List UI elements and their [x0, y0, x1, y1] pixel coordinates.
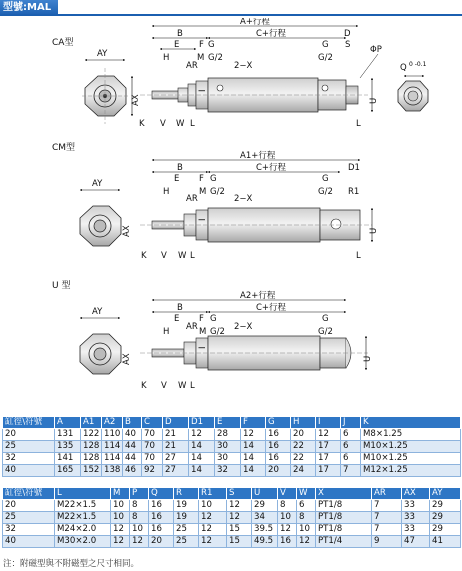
u-c-label: C+行程 [256, 303, 287, 313]
table-cell: 135 [55, 441, 81, 453]
table-header-cell: U [252, 488, 278, 500]
cm-c-label: C+行程 [256, 163, 287, 173]
table-cell: 141 [55, 453, 81, 465]
table-cell: 7 [372, 524, 402, 536]
table-header-cell: AR [372, 488, 402, 500]
u-ax-label: AX [122, 353, 132, 365]
table-cell: 10 [297, 524, 316, 536]
table-cell: 8 [130, 512, 149, 524]
ca-p-label: ΦP [370, 45, 382, 55]
cm-w-label: W [178, 251, 187, 261]
table-cell: 20 [3, 429, 55, 441]
table-cell: 7 [341, 465, 361, 477]
cm-k-label: K [141, 251, 147, 261]
u-m-label: M [199, 327, 207, 337]
table-cell: 25 [3, 512, 55, 524]
table-cell: 14 [189, 465, 215, 477]
table-header-cell: 缸徑\符號 [3, 417, 55, 429]
table-row [3, 441, 461, 453]
table-cell: 25 [174, 536, 199, 548]
ca-g-label-right: G [322, 40, 329, 50]
table-cell: 46 [123, 465, 142, 477]
cm-ay-label: AY [92, 179, 103, 189]
table-cell: PT1/8 [316, 524, 372, 536]
table-cell: 10 [111, 512, 130, 524]
table-cell: 114 [102, 441, 123, 453]
u-ay-label: AY [92, 307, 103, 317]
table-row [3, 500, 461, 512]
ca-l-label-right: L [356, 119, 361, 129]
table-header-cell: R1 [199, 488, 227, 500]
ca-d-label: D [344, 29, 351, 39]
table-cell: 17 [316, 453, 341, 465]
ca-ay-label: AY [97, 49, 108, 59]
ca-i-label: I [198, 89, 208, 92]
table-cell: 41 [430, 536, 461, 548]
cm-ar-label: AR [186, 194, 198, 204]
u-a2-label: A2+行程 [240, 291, 276, 301]
table-cell: 6 [297, 500, 316, 512]
ca-2x-label: 2−X [234, 61, 253, 71]
table-cell: 12 [199, 524, 227, 536]
ca-k-label: K [139, 119, 145, 129]
table-header-cell: B [123, 417, 142, 429]
table-cell: 14 [189, 453, 215, 465]
table-header-cell: G [266, 417, 291, 429]
ca-g2-label-right: G/2 [318, 53, 333, 63]
table-cell: 131 [55, 429, 81, 441]
table-cell: 70 [142, 453, 163, 465]
table-cell: 14 [189, 441, 215, 453]
table-cell: 32 [3, 524, 55, 536]
table-cell: 25 [174, 524, 199, 536]
table-cell: 20 [3, 500, 55, 512]
drawing-ca [52, 18, 428, 129]
table-cell: 14 [241, 465, 266, 477]
drawing-cm [52, 141, 379, 261]
table-cell: 44 [123, 453, 142, 465]
u-l-label: L [190, 381, 195, 391]
ca-h-label: H [163, 53, 170, 63]
table-cell: 32 [3, 453, 55, 465]
ca-b-label: B [177, 29, 183, 39]
table-cell: 16 [149, 512, 174, 524]
u-b-label: B [177, 303, 183, 313]
drawing-u [52, 279, 373, 391]
table-header-cell: S [227, 488, 252, 500]
table-cell: 14 [241, 441, 266, 453]
ca-s-label: S [345, 40, 351, 50]
table-row [3, 429, 461, 441]
table-cell: 8 [130, 500, 149, 512]
ca-u-label: U [369, 97, 379, 104]
ca-ar-label: AR [186, 61, 198, 71]
table-header-cell: D [163, 417, 189, 429]
table-cell: 12 [189, 429, 215, 441]
table-cell: 15 [227, 536, 252, 548]
footnote: 注：附磁型與不附磁型之尺寸相同。 [3, 559, 140, 569]
table-header-cell: Q [149, 488, 174, 500]
u-k-label: K [141, 381, 147, 391]
table-cell: 21 [163, 441, 189, 453]
cm-u-label: U [369, 227, 379, 234]
section-label-u: U 型 [52, 281, 71, 291]
u-f-label: F [199, 314, 204, 324]
u-ar-label: AR [186, 322, 198, 332]
u-w-label: W [178, 381, 187, 391]
table-header-cell: 缸徑\符號 [3, 488, 55, 500]
table-header-cell: AX [402, 488, 430, 500]
table-cell: 33 [402, 524, 430, 536]
table2-header-row [3, 488, 461, 500]
section-label-cm: CM型 [52, 143, 76, 153]
ca-g-label: G [208, 40, 215, 50]
ca-q-label: Q [400, 63, 407, 73]
cm-g-label-right: G [322, 174, 329, 184]
table-cell: 12 [227, 500, 252, 512]
table-cell: 10 [278, 512, 297, 524]
table-cell: 110 [102, 429, 123, 441]
table-cell: M24×2.0 [55, 524, 111, 536]
table-cell: M30×2.0 [55, 536, 111, 548]
table-cell: 40 [3, 465, 55, 477]
table-cell: 29 [430, 512, 461, 524]
table-cell: 8 [297, 512, 316, 524]
cm-h-label: H [163, 187, 170, 197]
section-label-ca: CA型 [52, 38, 74, 48]
cm-end-view [80, 179, 132, 246]
table-cell: 128 [81, 441, 102, 453]
u-e-label: E [174, 314, 180, 324]
ca-e-label: E [174, 40, 180, 50]
cm-a1-label: A1+行程 [240, 151, 276, 161]
table-cell: 128 [81, 453, 102, 465]
table-cell: 12 [199, 512, 227, 524]
table-row [3, 524, 461, 536]
table1-header-row [3, 417, 461, 429]
table1-body [3, 429, 461, 477]
table-header-cell: I [316, 417, 341, 429]
table-cell: 30 [215, 441, 241, 453]
cm-g2-label: G/2 [210, 187, 225, 197]
table-cell: 12 [241, 429, 266, 441]
table-cell: 20 [266, 465, 291, 477]
ca-a-label: A+行程 [240, 18, 270, 27]
table-cell: PT1/8 [316, 500, 372, 512]
table-cell: 17 [316, 441, 341, 453]
table-cell: 92 [142, 465, 163, 477]
cm-d1-label: D1 [348, 163, 360, 173]
u-2x-label: 2−X [234, 322, 253, 332]
table-cell: 70 [142, 429, 163, 441]
ca-ax-label: AX [131, 94, 141, 106]
cm-g-label: G [210, 174, 217, 184]
table-cell: 70 [142, 441, 163, 453]
ca-v-label: V [160, 119, 166, 129]
table-header-cell: E [215, 417, 241, 429]
table-header-cell: F [241, 417, 266, 429]
spec-table-2 [2, 487, 461, 548]
ca-g2-label: G/2 [208, 53, 223, 63]
table-header-cell: D1 [189, 417, 215, 429]
table-cell: 29 [430, 524, 461, 536]
table-cell: 32 [215, 465, 241, 477]
table-cell: 12 [199, 536, 227, 548]
table-cell: 17 [316, 465, 341, 477]
table-cell: 6 [341, 441, 361, 453]
table-cell: 49.5 [252, 536, 278, 548]
table-cell: 12 [111, 524, 130, 536]
table-cell: 20 [149, 536, 174, 548]
table-cell: M8×1.25 [361, 429, 461, 441]
table-cell: 30 [215, 453, 241, 465]
cm-v-label: V [161, 251, 167, 261]
table-cell: 34 [252, 512, 278, 524]
table-header-cell: M [111, 488, 130, 500]
table-header-cell: X [316, 488, 372, 500]
cm-2x-label: 2−X [234, 194, 253, 204]
cm-g2-label-right: G/2 [318, 187, 333, 197]
cm-l-label-right: L [356, 251, 361, 261]
table-row [3, 536, 461, 548]
spec-table-1 [2, 416, 461, 477]
table-cell: 29 [252, 500, 278, 512]
table-cell: 47 [402, 536, 430, 548]
table-cell: M22×1.5 [55, 512, 111, 524]
cm-r1-label: R1 [348, 187, 360, 197]
table-cell: 27 [163, 465, 189, 477]
ca-f-label: F [199, 40, 204, 50]
table-cell: 16 [149, 524, 174, 536]
u-g2-label-right: G/2 [318, 327, 333, 337]
table-cell: 122 [81, 429, 102, 441]
table-cell: 33 [402, 512, 430, 524]
table-cell: 9 [372, 536, 402, 548]
table-cell: 10 [199, 500, 227, 512]
table-cell: 44 [123, 441, 142, 453]
table-cell: 7 [372, 500, 402, 512]
table-cell: 29 [430, 500, 461, 512]
table-cell: 19 [174, 512, 199, 524]
table-cell: M10×1.25 [361, 453, 461, 465]
table-header-cell: J [341, 417, 361, 429]
u-u-label: U [363, 355, 373, 362]
cm-e-label: E [174, 174, 180, 184]
cm-side-view [140, 208, 372, 242]
u-g2-label: G/2 [210, 327, 225, 337]
table-cell: 28 [215, 429, 241, 441]
table-cell: M12×1.25 [361, 465, 461, 477]
u-h-label: H [163, 327, 170, 337]
table-cell: 20 [291, 429, 316, 441]
table-row [3, 465, 461, 477]
cm-dimensions [141, 150, 379, 261]
ca-rear-view [398, 61, 428, 111]
cylinder-drawings [0, 18, 462, 396]
ca-q-tol: 0 -0.1 [409, 61, 427, 68]
table-header-cell: P [130, 488, 149, 500]
ca-end-view [82, 49, 141, 124]
u-end-view [80, 307, 132, 374]
page-title: 型號:MAL [3, 2, 52, 13]
table-cell: 16 [266, 453, 291, 465]
cm-m-label: M [199, 187, 207, 197]
cm-b-label: B [177, 163, 183, 173]
table-cell: 16 [149, 500, 174, 512]
ca-c-label: C+行程 [256, 29, 287, 39]
u-side-view [140, 336, 368, 370]
table-cell: 114 [102, 453, 123, 465]
table-row [3, 453, 461, 465]
table-header-cell: C [142, 417, 163, 429]
table-cell: 16 [266, 441, 291, 453]
table-cell: 19 [174, 500, 199, 512]
table-cell: 24 [291, 465, 316, 477]
table-cell: 138 [102, 465, 123, 477]
table-cell: 7 [372, 512, 402, 524]
table-cell: 12 [227, 512, 252, 524]
table-cell: 22 [291, 453, 316, 465]
table-cell: 12 [316, 429, 341, 441]
u-g-label: G [210, 314, 217, 324]
ca-w-label: W [176, 119, 185, 129]
table-header-cell: H [291, 417, 316, 429]
table-cell: 12 [130, 536, 149, 548]
table-cell: 12 [297, 536, 316, 548]
table-cell: 12 [278, 524, 297, 536]
table-cell: 165 [55, 465, 81, 477]
ca-l-label: L [190, 119, 195, 129]
table2-body [3, 500, 461, 548]
cm-l-label: L [190, 251, 195, 261]
table-header-cell: AY [430, 488, 461, 500]
table-cell: PT1/4 [316, 536, 372, 548]
cm-i-label: I [198, 218, 208, 221]
table-cell: 12 [111, 536, 130, 548]
cm-f-label: F [199, 174, 204, 184]
table-cell: 21 [163, 429, 189, 441]
table-header-cell: V [278, 488, 297, 500]
title-underline [0, 14, 462, 16]
table-cell: 10 [111, 500, 130, 512]
table-cell: 6 [341, 429, 361, 441]
ca-side-view [140, 78, 368, 112]
table-cell: 27 [163, 453, 189, 465]
table-cell: 22 [291, 441, 316, 453]
table-cell: PT1/8 [316, 512, 372, 524]
table-cell: 33 [402, 500, 430, 512]
table-cell: 10 [130, 524, 149, 536]
table-header-cell: W [297, 488, 316, 500]
u-g-label-right: G [322, 314, 329, 324]
u-v-label: V [161, 381, 167, 391]
table-header-cell: L [55, 488, 111, 500]
table-header-cell: A1 [81, 417, 102, 429]
table-cell: M10×1.25 [361, 441, 461, 453]
table-cell: 6 [341, 453, 361, 465]
table-cell: 40 [123, 429, 142, 441]
ca-m-label: M [197, 53, 205, 63]
table-cell: 16 [266, 429, 291, 441]
table-cell: 25 [3, 441, 55, 453]
table-header-cell: A2 [102, 417, 123, 429]
table-cell: 14 [241, 453, 266, 465]
table-header-cell: R [174, 488, 199, 500]
title-bar [0, 0, 462, 16]
table-cell: 8 [278, 500, 297, 512]
table-cell: 39.5 [252, 524, 278, 536]
table-cell: 16 [278, 536, 297, 548]
table-cell: 15 [227, 524, 252, 536]
table-cell: M22×1.5 [55, 500, 111, 512]
table-cell: 40 [3, 536, 55, 548]
cm-ax-label: AX [122, 225, 132, 237]
table-header-cell: A [55, 417, 81, 429]
table-row [3, 512, 461, 524]
u-i-label: I [198, 346, 208, 349]
table-header-cell: K [361, 417, 461, 429]
table-cell: 152 [81, 465, 102, 477]
